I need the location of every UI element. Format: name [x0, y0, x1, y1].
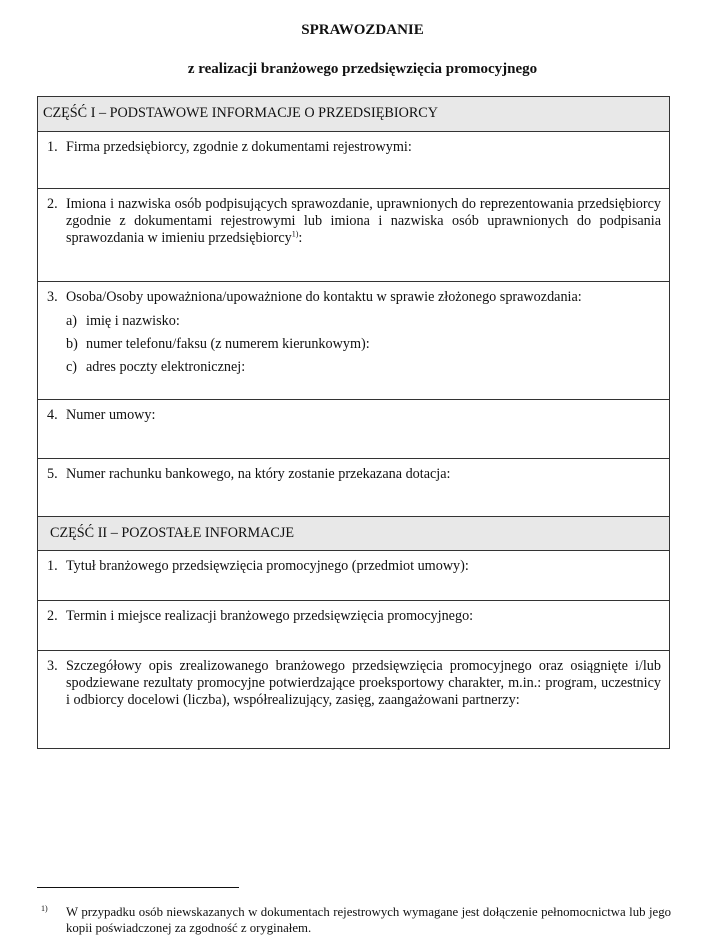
form-field-contact-persons[interactable]	[38, 281, 669, 399]
subfield-phone-fax[interactable]	[66, 336, 661, 353]
subitem-label: imię i nazwisko:	[86, 313, 180, 329]
item-label	[66, 196, 661, 247]
subitem-letter: a)	[66, 313, 78, 329]
footnote	[37, 904, 671, 936]
section-header-part1	[38, 97, 669, 131]
section-title: CZĘŚĆ II – POZOSTAŁE INFORMACJE	[50, 525, 295, 541]
subitem-letter: c)	[66, 359, 78, 375]
item-number: 2.	[47, 196, 58, 212]
item-label: Firma przedsiębiorcy, zgodnie z dokumentami rejestrowymi:	[66, 139, 412, 155]
item-label-suffix: :	[298, 230, 303, 246]
form-field-project-title[interactable]	[38, 550, 669, 600]
item-label: Numer rachunku bankowego, na który zostanie przekazana dotacja:	[66, 466, 451, 482]
item-label: Termin i miejsce realizacji branżowego przedsięwzięcia promocyjnego:	[66, 608, 474, 624]
subfield-name[interactable]	[66, 313, 661, 330]
item-number: 1.	[47, 139, 58, 155]
item-number: 4.	[47, 407, 58, 423]
form-field-detailed-description[interactable]	[38, 650, 669, 749]
item-number: 5.	[47, 466, 58, 482]
item-label: Osoba/Osoby upoważniona/upoważnione do kontaktu w sprawie złożonego sprawozdania:	[66, 289, 582, 305]
report-form	[37, 96, 670, 749]
subfield-email[interactable]	[66, 359, 661, 376]
item-label: Szczegółowy opis zrealizowanego branżowego przedsięwzięcia promocyjnego oraz osiągnięte i/lub spodziewane rezultaty promocyjne potwierdzające proeksportowy charakter, m.in.: program, uczestnicy i odbiorcy docelowi (liczba), współrealizujący, zasięg, zaangażowani partnerzy:	[66, 658, 661, 708]
footnote-mark: 1)	[41, 904, 48, 913]
item-number: 3.	[47, 289, 58, 305]
document-subtitle: z realizacji branżowego przedsięwzięcia promocyjnego	[187, 61, 538, 77]
item-label-text: Imiona i nazwiska osób podpisujących sprawozdanie, uprawnionych do reprezentowania przedsiębiorcy zgodnie z dokumentami rejestrowymi lub imiona i nazwiska osób uprawnionych do podpisania sprawozdania w imieniu przedsiębiorcy	[66, 196, 661, 246]
form-field-company-name[interactable]	[38, 131, 669, 188]
footnote-text: W przypadku osób niewskazanych w dokumentach rejestrowych wymagane jest dołączenie pełnomocnictwa lub jego kopii poświadczonej za zgodność z oryginałem.	[66, 905, 671, 935]
document-title: SPRAWOZDANIE	[301, 22, 424, 38]
section-title: CZĘŚĆ I – PODSTAWOWE INFORMACJE O PRZEDSIĘBIORCY	[43, 105, 438, 121]
section-header-part2	[38, 516, 669, 550]
item-label: Numer umowy:	[66, 407, 156, 423]
item-number: 1.	[47, 558, 58, 574]
form-field-signatories[interactable]	[38, 188, 669, 281]
form-field-contract-number[interactable]	[38, 399, 669, 458]
form-field-date-place[interactable]	[38, 600, 669, 650]
form-field-bank-account[interactable]	[38, 458, 669, 516]
subitem-letter: b)	[66, 336, 78, 352]
subitem-label: numer telefonu/faksu (z numerem kierunkowym):	[86, 336, 370, 352]
subitem-label: adres poczty elektronicznej:	[86, 359, 246, 375]
footnote-separator	[37, 887, 239, 888]
item-number: 3.	[47, 658, 58, 674]
item-number: 2.	[47, 608, 58, 624]
item-label: Tytuł branżowego przedsięwzięcia promocyjnego (przedmiot umowy):	[66, 558, 469, 574]
footnote-reference: 1)	[291, 229, 299, 239]
